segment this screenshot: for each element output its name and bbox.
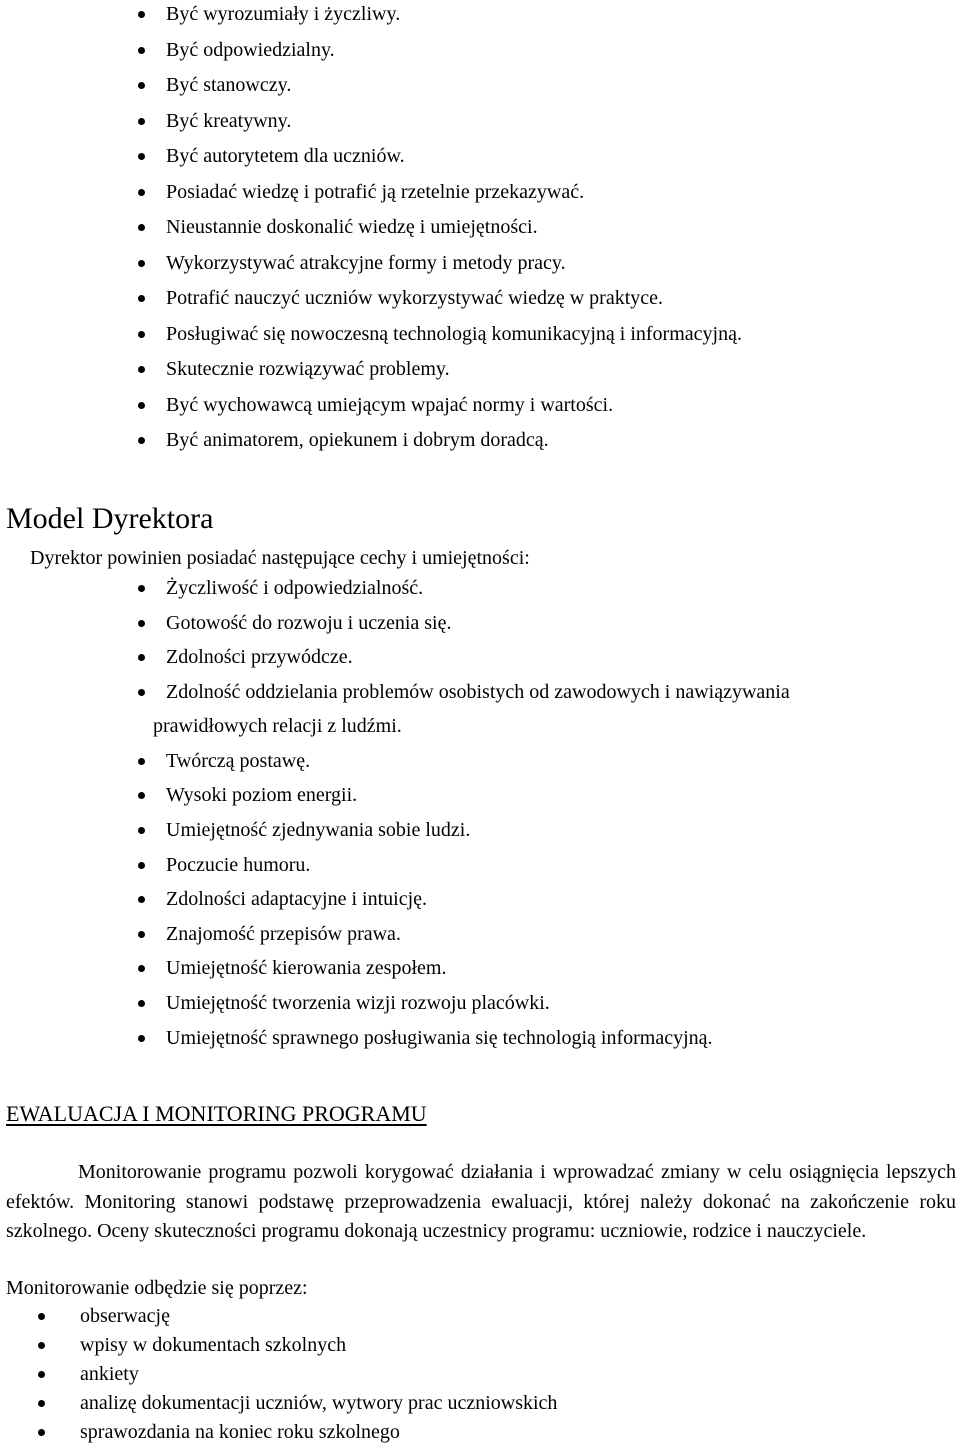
monitoring-paragraph: Monitorowanie programu pozwoli korygować działania i wprowadzać zmiany w celu osiągnięcia lepszych efektów. Monitoring stanowi podstawę przeprowadzenia ewaluacji, której należy dokonać na zakończenie roku szkolnego. Oceny skuteczności programu dokonają uczestnicy programu: uczniowie, rodzice i nauczyciele. — [6, 1161, 956, 1242]
list-item: Umiejętność sprawnego posługiwania się technologią informacyjną. — [0, 1028, 960, 1063]
director-model-heading: Model Dyrektora — [6, 502, 214, 535]
list-item: Być odpowiedzialny. — [0, 40, 960, 76]
list-item: Posiadać wiedzę i potrafić ją rzetelnie przekazywać. — [0, 182, 960, 218]
list-item: Umiejętność zjednywania sobie ludzi. — [0, 820, 960, 855]
director-qualities-list — [0, 578, 960, 1062]
bullet-icon — [138, 965, 145, 972]
monitoring-via-label: Monitorowanie odbędzie się poprzez: — [6, 1277, 308, 1299]
list-item: Zdolności adaptacyjne i intuicję. — [0, 889, 960, 924]
bullet-icon — [138, 118, 145, 125]
list-item: Być wychowawcą umiejącym wpajać normy i wartości. — [0, 395, 960, 431]
bullet-icon — [138, 931, 145, 938]
list-item: Być animatorem, opiekunem i dobrym doradcą. — [0, 430, 960, 466]
list-item: Nieustannie doskonalić wiedzę i umiejętności. — [0, 217, 960, 253]
bullet-icon — [138, 689, 145, 696]
bullet-icon — [138, 1035, 145, 1042]
list-item: Poczucie humoru. — [0, 855, 960, 890]
evaluation-heading: EWALUACJA I MONITORING PROGRAMU — [6, 1101, 427, 1126]
bullet-icon — [138, 153, 145, 160]
list-item: Być wyrozumiały i życzliwy. — [0, 4, 960, 40]
bullet-icon — [138, 82, 145, 89]
list-item-line1: Zdolność oddzielania problemów osobistych od zawodowych i nawiązywania — [166, 680, 790, 703]
director-intro: Dyrektor powinien posiadać następujące cechy i umiejętności: — [30, 547, 530, 569]
list-item: Skutecznie rozwiązywać problemy. — [0, 359, 960, 395]
list-item: Umiejętność kierowania zespołem. — [0, 958, 960, 993]
list-item: Być stanowczy. — [0, 75, 960, 111]
bullet-icon — [138, 862, 145, 869]
list-item: sprawozdania na koniec roku szkolnego — [0, 1422, 960, 1451]
list-item: obserwację — [0, 1306, 960, 1335]
bullet-icon — [138, 620, 145, 627]
list-item-line2: prawidłowych relacji z ludźmi. — [153, 714, 402, 737]
bullet-icon — [38, 1429, 45, 1436]
bullet-icon — [138, 295, 145, 302]
bullet-icon — [138, 402, 145, 409]
bullet-icon — [138, 437, 145, 444]
bullet-icon — [138, 366, 145, 373]
bullet-icon — [138, 1000, 145, 1007]
bullet-icon — [138, 47, 145, 54]
bullet-icon — [138, 224, 145, 231]
bullet-icon — [38, 1313, 45, 1320]
list-item: Zdolności przywódcze. — [0, 647, 960, 682]
bullet-icon — [138, 654, 145, 661]
list-item: Wykorzystywać atrakcyjne formy i metody pracy. — [0, 253, 960, 289]
list-item: Życzliwość i odpowiedzialność. — [0, 578, 960, 613]
bullet-icon — [138, 331, 145, 338]
teacher-qualities-list — [0, 4, 960, 466]
list-item: Znajomość przepisów prawa. — [0, 924, 960, 959]
list-item: ankiety — [0, 1364, 960, 1393]
list-item: Być autorytetem dla uczniów. — [0, 146, 960, 182]
list-item — [0, 682, 960, 751]
list-item: Umiejętność tworzenia wizji rozwoju placówki. — [0, 993, 960, 1028]
list-item: analizę dokumentacji uczniów, wytwory prac uczniowskich — [0, 1393, 960, 1422]
bullet-icon — [38, 1400, 45, 1407]
bullet-icon — [138, 189, 145, 196]
bullet-icon — [38, 1342, 45, 1349]
bullet-icon — [138, 260, 145, 267]
list-item: Gotowość do rozwoju i uczenia się. — [0, 613, 960, 648]
bullet-icon — [38, 1371, 45, 1378]
bullet-icon — [138, 11, 145, 18]
bullet-icon — [138, 896, 145, 903]
bullet-icon — [138, 827, 145, 834]
list-item: Twórczą postawę. — [0, 751, 960, 786]
list-item: wpisy w dokumentach szkolnych — [0, 1335, 960, 1364]
list-item: Posługiwać się nowoczesną technologią komunikacyjną i informacyjną. — [0, 324, 960, 360]
list-item: Wysoki poziom energii. — [0, 785, 960, 820]
list-item: Potrafić nauczyć uczniów wykorzystywać wiedzę w praktyce. — [0, 288, 960, 324]
bullet-icon — [138, 585, 145, 592]
list-item: Być kreatywny. — [0, 111, 960, 147]
bullet-icon — [138, 792, 145, 799]
monitoring-methods-list — [0, 1306, 960, 1451]
bullet-icon — [138, 758, 145, 765]
